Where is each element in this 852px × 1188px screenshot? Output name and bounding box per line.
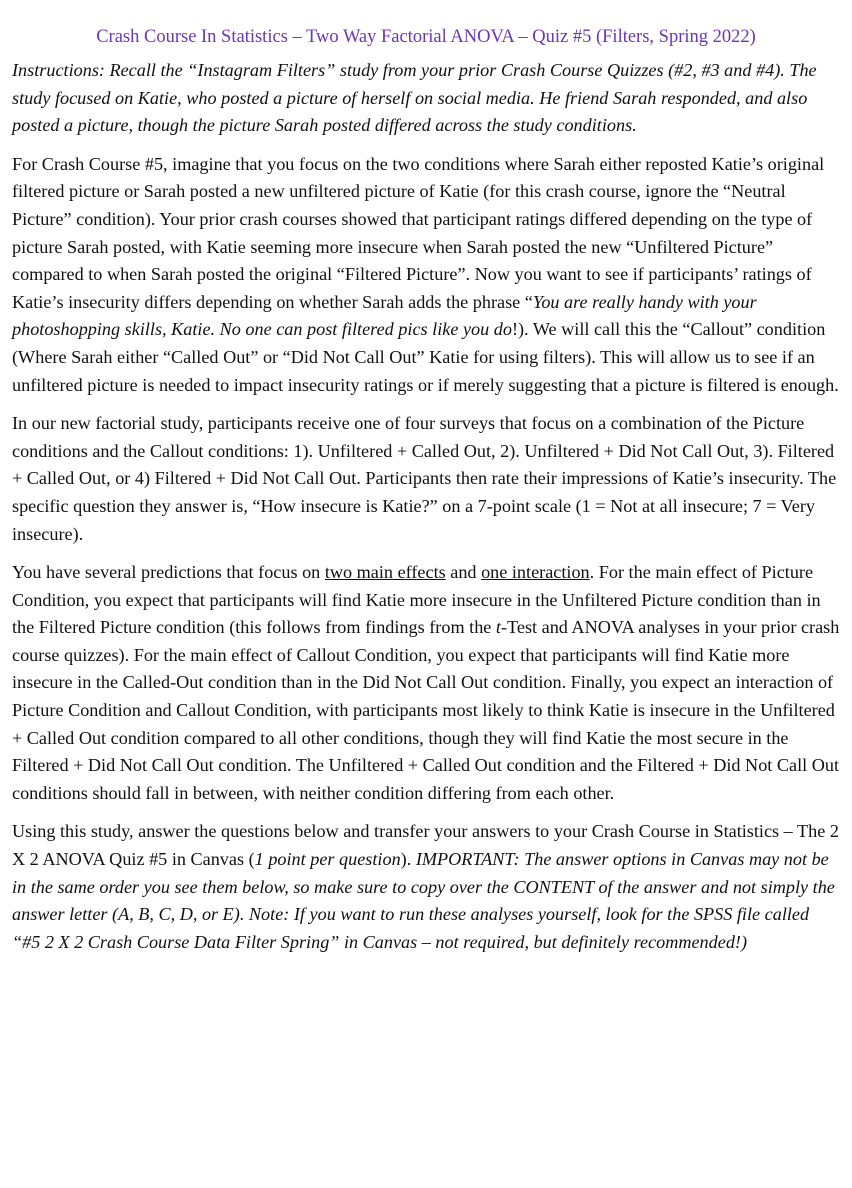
paragraph-study-design [12, 151, 840, 399]
paragraph-using-study [12, 818, 840, 956]
important-note: IMPORTANT: The answer options in Canvas may not be in the same order you see them below, so make sure to copy over the CONTENT of the answer and not simply the answer letter (A, B, C, D, or E). Note: If you want to run these analyses yourself, look for the SPSS file called “#5 2 X 2 Crash Course Data Filter Spring” in Canvas – not required, but definitely recommended!) [12, 849, 835, 952]
paragraph-factorial: In our new factorial study, participants receive one of four surveys that focus on a combination of the Picture conditions and the Callout conditions: 1). Unfiltered + Called Out, 2). Unfiltered + Did Not Call Out, 3). Filtered + Called Out, or 4) Filtered + Did Not Call Out. Participants then rate their impressions of Katie’s insecurity. The specific question they answer is, “How insecure is Katie?” on a 7-point scale (1 = Not at all insecure; 7 = Very insecure). [12, 413, 837, 544]
t-symbol: t [495, 617, 501, 638]
two-main-effects: two main effects [324, 562, 446, 583]
p5-text-a: Using this study, answer the questions below and transfer your answers to your Crash Course in Statistics – The 2 X 2 ANOVA Quiz #5 in Canvas ( [12, 821, 839, 870]
p2-text-a: For Crash Course #5, imagine that you focus on the two conditions where Sarah either reposted Katie’s original filtered picture or Sarah posted a new unfiltered picture of Katie (for this crash course, ignore the “Neutral Picture” condition). Your prior crash courses showed that participant ratings differed depending on the type of picture Sarah posted, with Katie seeming more insecure when Sarah posted the new “Unfiltered Picture” compared to when Sarah posted the original “Filtered Picture”. Now you want to see if participants’ ratings of Katie’s insecurity differs depending on whether Sarah adds the phrase “ [12, 153, 825, 312]
one-interaction: one interaction [481, 562, 590, 583]
p4-text-d: -Test and ANOVA analyses in your prior crash course quizzes). For the main effect of Callout Condition, you expect that participants will find Katie more insecure in the Called-Out condition than in the Did Not Call Out condition. Finally, you expect an interaction of Picture Condition and Callout Condition, with participants most likely to think Katie is insecure in the Unfiltered + Called Out condition compared to all other conditions, though they will find Katie the most secure in the Filtered + Did Not Call Out condition. The Unfiltered + Called Out condition and the Filtered + Did Not Call Out conditions should fall in between, with neither condition differing from each other. [12, 617, 840, 803]
instructions-paragraph: Instructions: Recall the “Instagram Filters” study from your prior Crash Course Quizzes (#2, #3 and #4). The study focused on Katie, who posted a picture of herself on social media. He friend Sarah responded, and also posted a picture, though the picture Sarah posted differed across the study conditions. [12, 60, 817, 136]
sarah-quote: You are really handy with your photoshopping skills, Katie. No one can post filtered pics like you do [12, 291, 757, 340]
p4-text-b: and [445, 562, 482, 583]
paragraph-predictions [12, 559, 840, 807]
p4-text-c: . For the main effect of Picture Condition, you expect that participants will find Katie more insecure in the Unfiltered Picture condition than in the Filtered Picture condition (this follows from findings from the [12, 562, 821, 638]
p5-text-b: ). [400, 849, 416, 870]
p2-text-b: !). We will call this the “Callout” condition (Where Sarah either “Called Out” or “Did Not Call Out” Katie for using filters). This will allow us to see if an unfiltered picture is needed to impact insecurity ratings or if merely suggesting that a picture is filtered is enough. [12, 319, 839, 395]
page-title: Crash Course In Statistics – Two Way Factorial ANOVA – Quiz #5 (Filters, Spring 2022) [96, 27, 756, 47]
point-per-question: 1 point per question [254, 849, 401, 870]
p4-text-a: You have several predictions that focus on [12, 562, 325, 583]
